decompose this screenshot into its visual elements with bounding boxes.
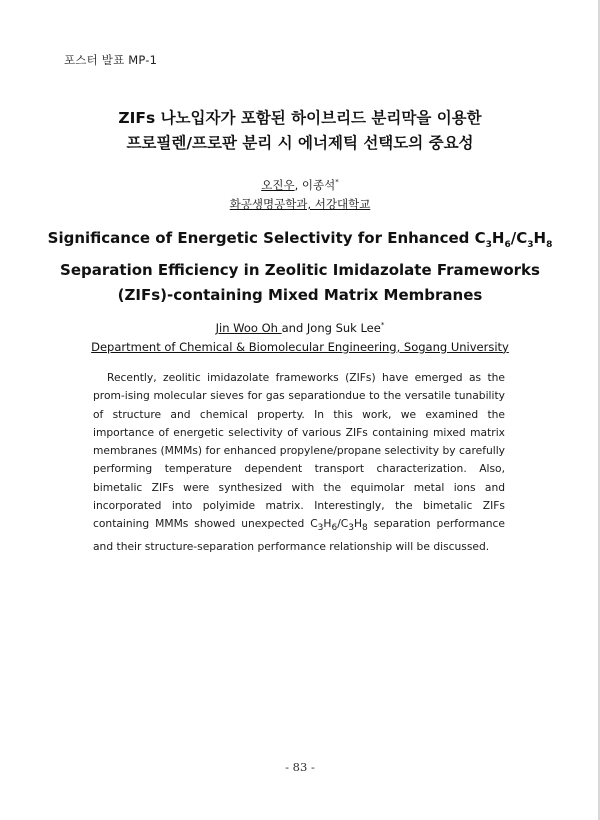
english-title-line-1 — [0, 226, 600, 258]
abstract-paragraph — [93, 369, 505, 556]
corresponding-mark: * — [380, 321, 385, 329]
korean-title-line-2: 프로필렌/프로판 분리 시 에너제틱 선택도의 중요성 — [126, 134, 474, 152]
subscript: 8 — [362, 523, 368, 534]
english-title-line-3: (ZIFs)-containing Mixed Matrix Membranes — [117, 286, 483, 304]
english-author-1: Jin Woo Oh — [215, 320, 282, 335]
subscript: 8 — [546, 240, 553, 250]
formula-part: /C — [337, 517, 349, 531]
korean-author-line — [0, 173, 600, 195]
english-authors — [0, 316, 600, 357]
korean-authors — [0, 173, 600, 214]
korean-author-separator: , — [294, 177, 302, 192]
english-title-line-2: Separation Efficiency in Zeolitic Imidazolate Frameworks — [60, 261, 540, 279]
subscript: 3 — [317, 523, 324, 534]
page-number: - 83 - — [285, 760, 315, 774]
english-title — [0, 226, 600, 308]
subscript: 3 — [527, 240, 534, 250]
session-label: 포스터 발표 MP-1 — [64, 53, 158, 67]
formula-part: /C — [510, 229, 528, 247]
subscript: 3 — [348, 523, 354, 534]
subscript: 3 — [485, 240, 492, 250]
formula-part: H — [491, 229, 505, 247]
formula-part: H — [323, 517, 332, 531]
abstract-text-1: Recently, zeolitic imidazolate frameworks (ZIFs) have emerged as the prom-ising molecular sieves for gas separationdue to the versatile tunability of structure and chemical property. In this work, we examined the importance of energetic selectivity of various ZIFs containing mixed matrix membranes (MMMs) for enhanced propylene/propane selectivity by carefully performing temperature dependent transport characterization. Also, bimetalic ZIFs were synthesized with the equimolar metal ions and incorporated into polyimide matrix. Interestingly, the bimetalic ZIFs containing MMMs showed unexpected C — [93, 371, 505, 531]
korean-title — [0, 106, 600, 156]
english-author-line — [0, 316, 600, 338]
abstract-text-2: separation performance and their structure-separation performance relationship will be discussed. — [93, 517, 505, 553]
english-title-line-1-text: Significance of Energetic Selectivity for Enhanced C — [47, 229, 486, 247]
subscript: 6 — [504, 240, 511, 250]
korean-affiliation: 화공생명공학과, 서강대학교 — [229, 196, 371, 211]
english-affiliation: Department of Chemical & Biomolecular Engineering, Sogang University — [91, 339, 509, 354]
korean-title-line-1: ZIFs 나노입자가 포함된 하이브리드 분리막을 이용한 — [118, 109, 482, 127]
formula-part: H — [354, 517, 363, 531]
english-author-connector: and Jong Suk Lee — [281, 320, 381, 335]
korean-author-1: 오진우 — [261, 177, 295, 192]
formula-part: H — [533, 229, 547, 247]
corresponding-mark: * — [335, 178, 339, 186]
subscript: 6 — [331, 523, 338, 534]
korean-author-2: 이종석 — [301, 177, 336, 192]
